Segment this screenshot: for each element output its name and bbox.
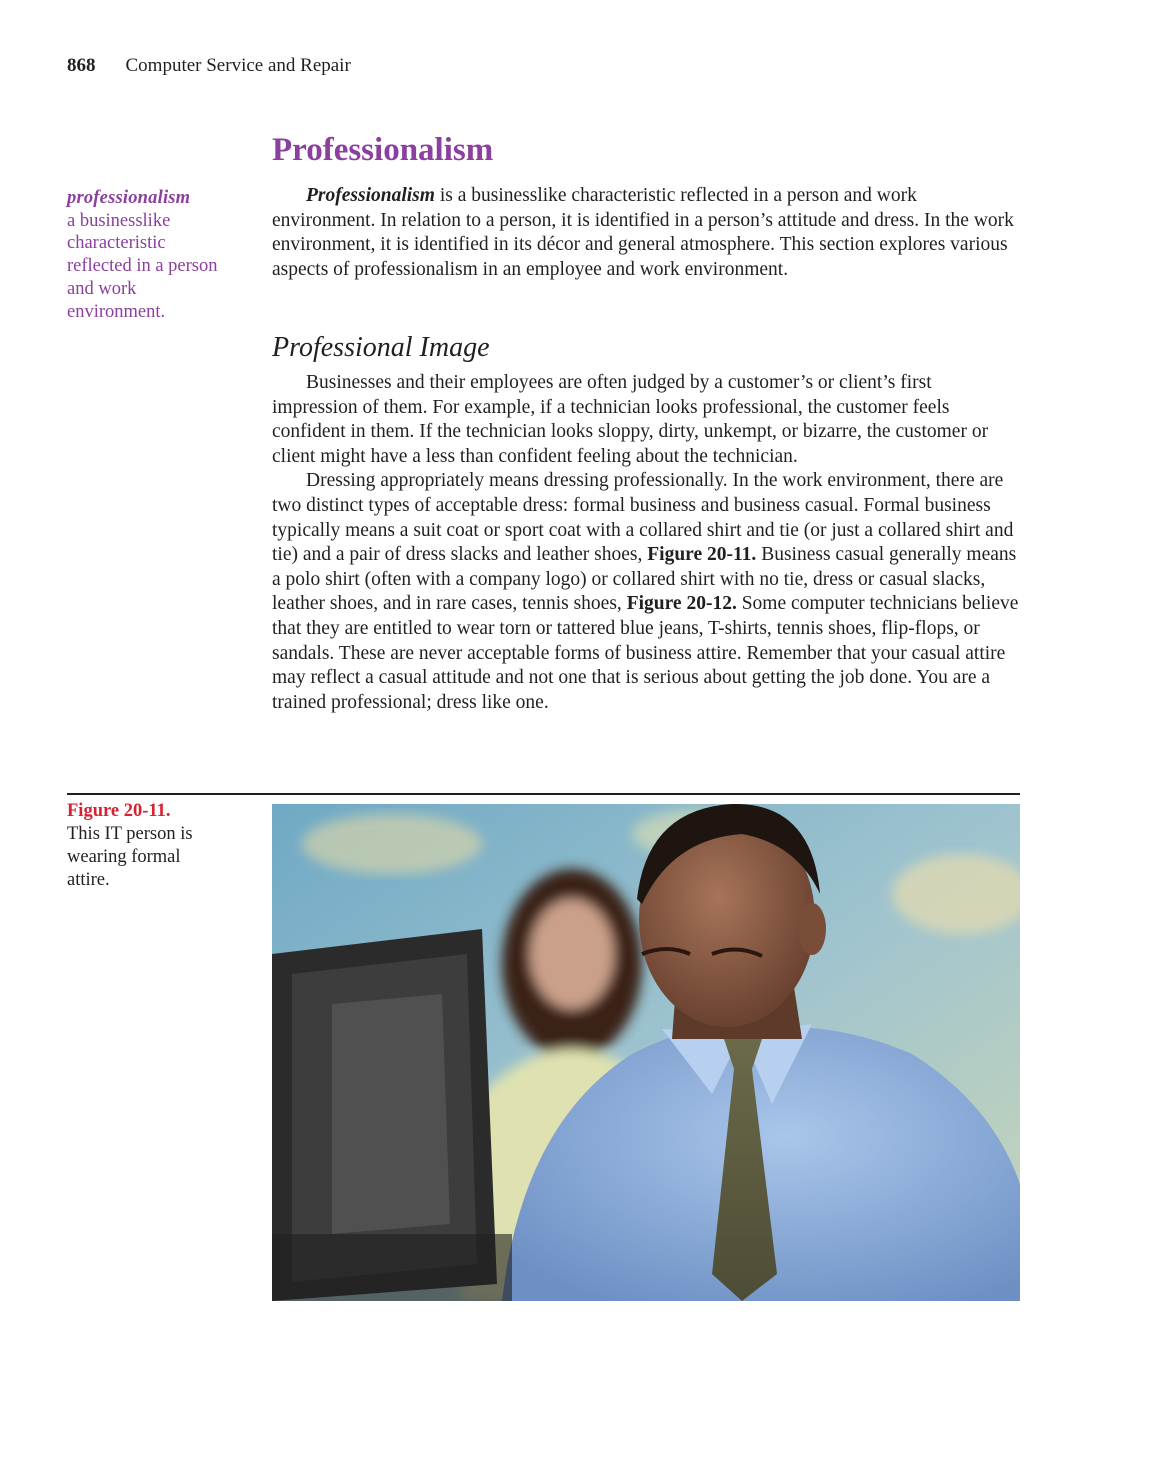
figure-photo	[272, 804, 1020, 1301]
subsection-title: Professional Image	[272, 332, 490, 363]
figure-reference: Figure 20-11.	[647, 544, 757, 566]
running-header	[67, 54, 351, 78]
dress-text-2: Business casual generally means a polo shirt (often with a company logo) or collared shirt with no tie, dress or casual slacks, leather shoes, and in rare cases, tennis shoes,	[272, 544, 1017, 615]
intro-paragraph	[272, 184, 1020, 282]
glossary-margin-note	[67, 187, 232, 323]
figure-caption	[67, 800, 227, 892]
glossary-definition: a businesslike characteristic reflected in a person and work environment.	[67, 210, 218, 322]
glossary-term: professionalism	[67, 188, 191, 208]
paragraph-first-impression: Businesses and their employees are often judged by a customer’s or client’s first impression of them. For example, if a technician looks professional, the customer feels confident in them. If the technician looks sloppy, dirty, unkempt, or bizarre, the customer or client might have a less than confident feeling about the technician.	[272, 372, 989, 467]
section-title: Professionalism	[272, 132, 494, 168]
intro-term: Professionalism	[306, 185, 435, 206]
subsection-text-block	[272, 371, 1020, 715]
page-number: 868	[67, 55, 96, 76]
paragraph-dress	[272, 469, 1020, 715]
figure-reference: Figure 20-12.	[626, 593, 737, 615]
intro-body: is a businesslike characteristic reflected in a person and work environment. In relation to a person, it is identified in a person’s attitude and dress. In the work environment, it is identified in its décor and general atmosphere. This section explores various aspects of professionalism in an employee and work environment.	[272, 185, 1014, 280]
intro-text-block	[272, 184, 1020, 282]
figure-divider	[67, 793, 1020, 795]
figure-label: Figure 20-11.	[67, 801, 171, 821]
dress-text-1: Dressing appropriately means dressing professionally. In the work environment, there are two distinct types of acceptable dress: formal business and business casual. Formal business typically means a suit coat or sport coat with a collared shirt and tie (or just a collared shirt and tie) and a pair of dress slacks and leather shoes,	[272, 470, 1014, 566]
book-title: Computer Service and Repair	[125, 55, 351, 76]
figure-caption-text: This IT person is wearing formal attire.	[67, 824, 193, 890]
dress-text-3: Some computer technicians believe that they are entitled to wear torn or tattered blue jeans, T-shirts, tennis shoes, flip-flops, or sandals. These are never acceptable forms of business attire. Remember that your casual attire may reflect a casual attitude and not one that is serious about getting the job done. You are a trained professional; dress like one.	[272, 593, 1019, 713]
